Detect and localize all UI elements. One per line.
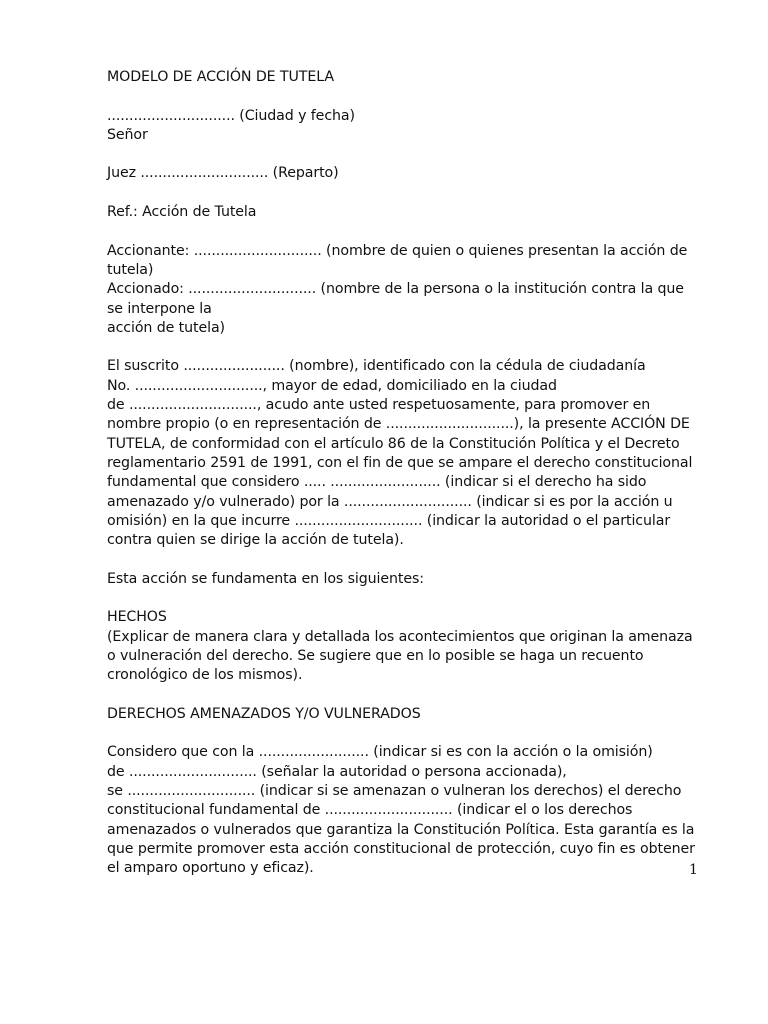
header-block xyxy=(107,107,692,146)
salutation-line: Señor xyxy=(107,126,148,143)
foundation-line: Esta acción se fundamenta en los siguientes: xyxy=(107,570,424,587)
facts-line: o vulneración del derecho. Se sugiere que en lo posible se haga un recuento xyxy=(107,647,644,664)
facts-heading: HECHOS xyxy=(107,609,167,626)
reference-block xyxy=(107,203,692,222)
reference-line: Ref.: Acción de Tutela xyxy=(107,204,257,221)
facts-line: cronológico de los mismos). xyxy=(107,667,303,684)
petition-paragraph xyxy=(107,357,692,550)
petition-line: omisión) en la que incurre ............................. (indicar la autoridad o el particular xyxy=(107,512,671,529)
rights-line: el amparo oportuno y eficaz). xyxy=(107,860,314,877)
facts-section xyxy=(107,608,692,685)
parties-line: Accionante: ............................. (nombre de quien o quienes presentan la acción de xyxy=(107,242,688,259)
title-text: MODELO DE ACCIÓN DE TUTELA xyxy=(107,69,334,85)
parties-line: Accionado: ............................. (nombre de la persona o la institución contra la que xyxy=(107,281,684,298)
rights-line: de ............................. (señalar la autoridad o persona accionada), xyxy=(107,763,567,780)
rights-paragraph xyxy=(107,743,695,878)
foundation-block xyxy=(107,570,692,589)
petition-line: reglamentario 2591 de 1991, con el fin de que se ampare el derecho constitucional xyxy=(107,454,693,471)
parties-block xyxy=(107,242,692,338)
petition-line: contra quien se dirige la acción de tutela). xyxy=(107,532,404,549)
facts-line: (Explicar de manera clara y detallada los acontecimientos que originan la amenaza xyxy=(107,628,693,645)
rights-line: que permite promover esta acción constitucional de protección, cuyo fin es obtener xyxy=(107,840,695,857)
petition-line: de ............................., acudo ante usted respetuosamente, para promover en xyxy=(107,397,651,414)
rights-line: constitucional fundamental de ............................. (indicar el o los derechos xyxy=(107,802,633,819)
page-number: 1 xyxy=(689,862,698,878)
rights-line: Considero que con la ......................... (indicar si es con la acción o la omisión) xyxy=(107,744,653,761)
petition-line: No. ............................., mayor de edad, domiciliado en la ciudad xyxy=(107,377,557,394)
document-title xyxy=(107,68,692,87)
judge-block xyxy=(107,164,692,183)
petition-line: El suscrito ....................... (nombre), identificado con la cédula de ciudadanía xyxy=(107,358,646,375)
city-date-line: ............................. (Ciudad y fecha) xyxy=(107,107,355,124)
parties-line: se interpone la xyxy=(107,300,212,317)
rights-heading: DERECHOS AMENAZADOS Y/O VULNERADOS xyxy=(107,705,421,722)
petition-line: fundamental que considero ..... ......................... (indicar si el derecho ha sido xyxy=(107,474,647,491)
rights-heading-block xyxy=(107,705,692,724)
parties-line: tutela) xyxy=(107,261,154,278)
petition-line: nombre propio (o en representación de .............................), la presente ACCIÓN DE xyxy=(107,416,690,433)
rights-line: amenazados o vulnerados que garantiza la Constitución Política. Esta garantía es la xyxy=(107,821,695,838)
petition-line: amenazado y/o vulnerado) por la ............................. (indicar si es por la acción u xyxy=(107,493,673,510)
petition-line: TUTELA, de conformidad con el artículo 86 de la Constitución Política y el Decreto xyxy=(107,435,680,452)
judge-line: Juez ............................. (Reparto) xyxy=(107,165,339,182)
document-page xyxy=(107,68,695,898)
parties-line: acción de tutela) xyxy=(107,319,225,336)
rights-line: se ............................. (indicar si se amenazan o vulneran los derechos) el derecho xyxy=(107,782,682,799)
